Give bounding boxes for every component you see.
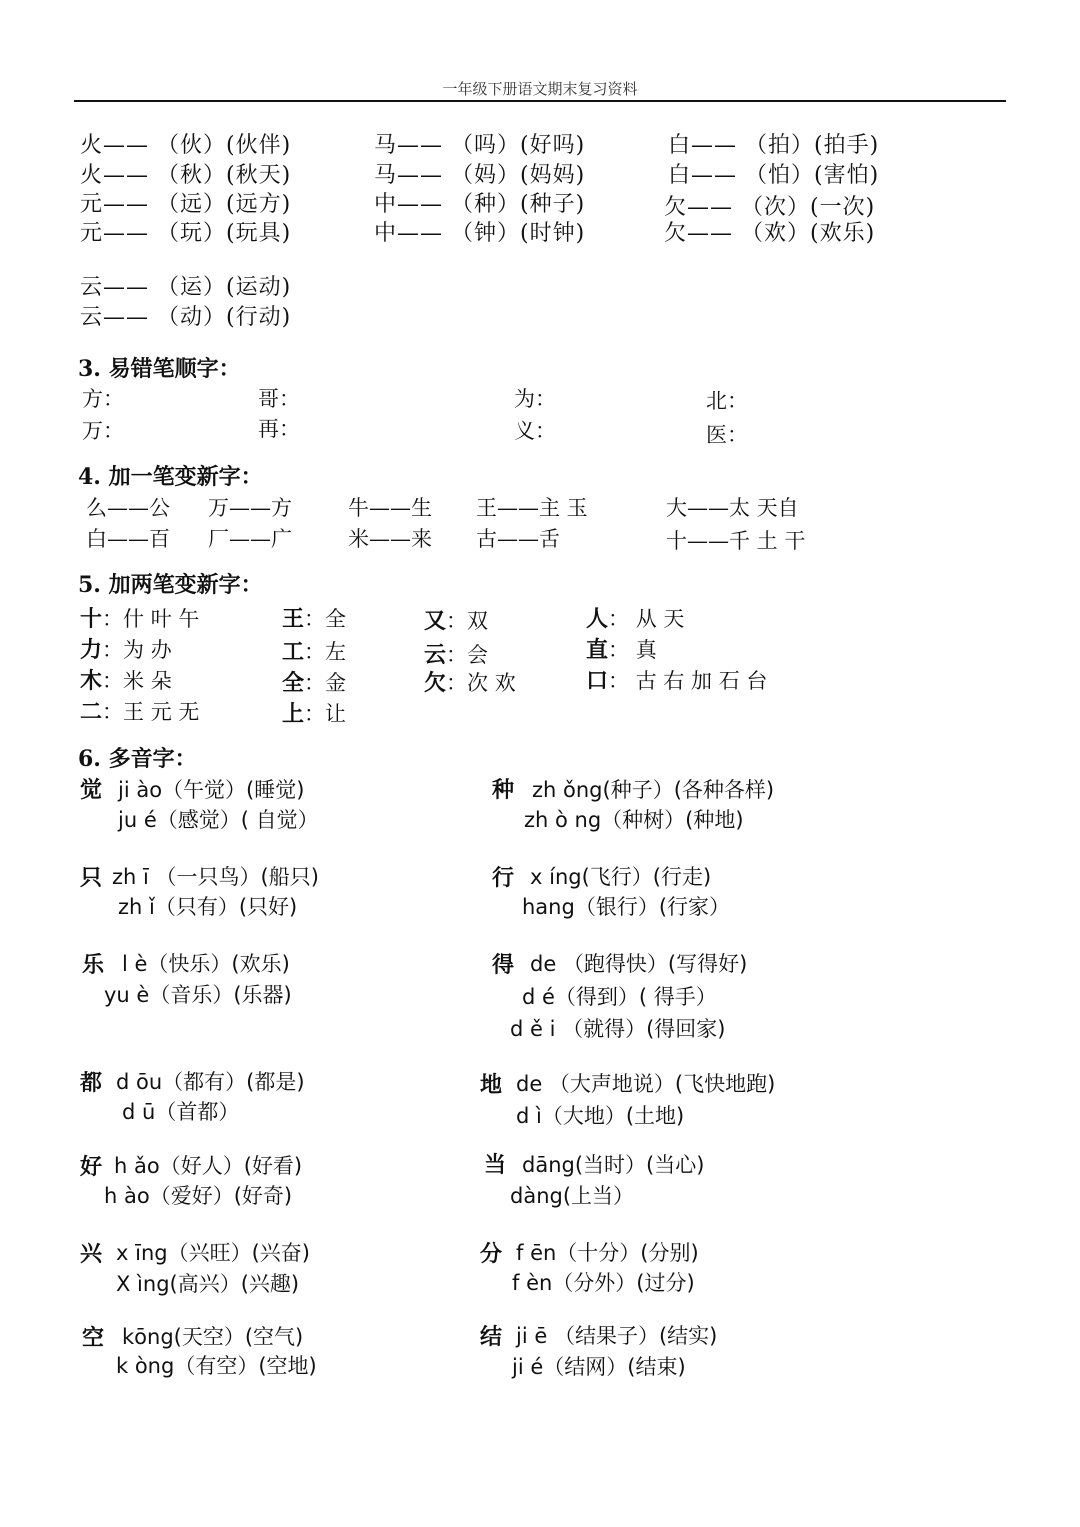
base-char: 二 — [80, 699, 103, 725]
add-two-strokes-item — [586, 664, 767, 695]
pair-item: 云—— （运）(运动) — [80, 275, 292, 300]
add-two-strokes-item — [80, 664, 172, 695]
new-chars: ：王 元 无 — [102, 700, 200, 724]
new-chars: ： 真 — [608, 638, 657, 662]
add-two-strokes-item — [424, 638, 488, 669]
pronunciation-line: d ě i （就得）(得回家) — [510, 1017, 726, 1041]
polyphonic-char: 种 — [492, 777, 515, 803]
base-char: 欠 — [424, 670, 447, 696]
pronunciation-line: ji é（结网）(结束) — [512, 1355, 686, 1379]
polyphonic-char: 分 — [480, 1241, 503, 1267]
pronunciation-line: f ēn（十分）(分别) — [516, 1241, 699, 1265]
pair-item: 火—— （秋）(秋天) — [80, 163, 292, 188]
new-chars: ：什 叶 午 — [102, 607, 200, 631]
add-one-stroke-item: 十——千 土 干 — [666, 529, 806, 553]
add-two-strokes-item — [586, 602, 684, 633]
pair-item: 欠—— （欢）(欢乐) — [664, 221, 876, 246]
base-char: 十 — [80, 606, 103, 632]
section-heading-add-one-stroke: 4. 加一笔变新字： — [78, 464, 263, 490]
base-char: 力 — [80, 637, 103, 663]
pronunciation-line: ju é（感觉）( 自觉） — [118, 808, 319, 832]
add-two-strokes-item — [282, 697, 346, 728]
add-two-strokes-item — [282, 635, 346, 666]
add-one-stroke-item: 古——舌 — [476, 527, 560, 551]
add-two-strokes-item — [424, 666, 516, 697]
polyphonic-char: 只 — [80, 865, 103, 891]
new-chars: ：为 办 — [102, 638, 172, 662]
section-heading-polyphonic: 6. 多音字： — [78, 746, 197, 772]
polyphonic-char: 行 — [492, 865, 515, 891]
stroke-order-item: 万： — [82, 419, 124, 443]
new-chars: ： 从 天 — [608, 607, 685, 631]
pronunciation-line: kōng(天空）(空气) — [122, 1325, 304, 1349]
stroke-order-item: 义： — [514, 419, 556, 443]
pronunciation-line: yu è（音乐）(乐器) — [104, 983, 292, 1007]
pronunciation-line: d ì（大地）(土地) — [516, 1104, 685, 1128]
pronunciation-line: zh ò ng（种树）(种地) — [524, 808, 744, 832]
pronunciation-line: d ū（首都） — [122, 1100, 240, 1124]
pronunciation-line: f èn（分外）(过分) — [512, 1271, 695, 1295]
pronunciation-line: x īng（兴旺）(兴奋) — [116, 1241, 310, 1265]
stroke-order-item: 为： — [514, 387, 556, 411]
pronunciation-line: h ǎo（好人）(好看) — [114, 1154, 303, 1178]
polyphonic-char: 都 — [80, 1070, 103, 1096]
add-one-stroke-item: 么——公 — [86, 496, 170, 520]
polyphonic-char: 觉 — [80, 777, 103, 803]
add-two-strokes-item — [80, 695, 199, 726]
add-two-strokes-item — [282, 602, 346, 633]
add-one-stroke-item: 牛——生 — [348, 496, 432, 520]
pronunciation-line: dàng(上当） — [510, 1184, 635, 1208]
pair-item: 马—— （吗）(好吗) — [374, 133, 586, 158]
new-chars: ：米 朵 — [102, 669, 172, 693]
add-one-stroke-item: 王——主 玉 — [476, 496, 588, 520]
base-char: 口 — [586, 668, 609, 694]
pronunciation-line: ji ē （结果子）(结实) — [516, 1324, 718, 1348]
pair-item: 马—— （妈）(妈妈) — [374, 163, 586, 188]
pronunciation-line: ji ào（午觉）(睡觉) — [118, 778, 305, 802]
new-chars: ：次 欢 — [446, 671, 516, 695]
pair-item: 云—— （动）(行动) — [80, 305, 292, 330]
new-chars: ：全 — [304, 607, 347, 631]
stroke-order-item: 医： — [706, 423, 748, 447]
pair-item: 白—— （拍）(拍手) — [668, 133, 880, 158]
base-char: 人 — [586, 606, 609, 632]
base-char: 全 — [282, 670, 305, 696]
base-char: 又 — [424, 608, 447, 634]
add-one-stroke-item: 白——百 — [86, 527, 170, 551]
base-char: 云 — [424, 642, 447, 668]
add-two-strokes-item — [80, 633, 172, 664]
pair-item: 中—— （种）(种子) — [374, 192, 586, 217]
base-char: 木 — [80, 668, 103, 694]
new-chars: ：会 — [446, 643, 489, 667]
add-two-strokes-item — [282, 666, 346, 697]
polyphonic-char: 乐 — [82, 952, 105, 978]
pronunciation-line: dāng(当时）(当心) — [522, 1153, 705, 1177]
pronunciation-line: X ìng(高兴）(兴趣) — [116, 1272, 300, 1296]
pronunciation-line: d é（得到）( 得手） — [522, 985, 717, 1009]
stroke-order-item: 方： — [82, 387, 124, 411]
pair-item: 欠—— （次）(一次) — [664, 195, 876, 220]
polyphonic-char: 当 — [484, 1152, 507, 1178]
polyphonic-char: 空 — [82, 1325, 105, 1351]
add-one-stroke-item: 万——方 — [208, 496, 292, 520]
pair-item: 中—— （钟）(时钟) — [374, 221, 586, 246]
stroke-order-item: 哥： — [258, 387, 300, 411]
add-one-stroke-item: 大——太 天自 — [666, 496, 799, 520]
pronunciation-line: l è（快乐）(欢乐) — [122, 952, 290, 976]
pronunciation-line: k òng（有空）(空地) — [116, 1354, 317, 1378]
base-char: 直 — [586, 637, 609, 663]
pronunciation-line: zh ī （一只鸟）(船只) — [112, 865, 319, 889]
base-char: 工 — [282, 639, 305, 665]
polyphonic-char: 结 — [480, 1324, 503, 1350]
add-two-strokes-item — [80, 602, 199, 633]
pair-item: 火—— （伙）(伙伴) — [80, 133, 292, 158]
pair-item: 元—— （远）(远方) — [80, 192, 292, 217]
add-one-stroke-item: 米——来 — [348, 527, 432, 551]
base-char: 上 — [282, 701, 305, 727]
polyphonic-char: 兴 — [80, 1241, 103, 1267]
new-chars: ：左 — [304, 640, 347, 664]
new-chars: ：金 — [304, 671, 347, 695]
polyphonic-char: 得 — [492, 952, 515, 978]
pronunciation-line: hang（银行）(行家） — [522, 895, 731, 919]
pair-item: 白—— （怕）(害怕) — [668, 163, 880, 188]
section-heading-stroke-order: 3. 易错笔顺字： — [78, 356, 241, 382]
pronunciation-line: zh ǐ（只有）(只好) — [118, 895, 298, 919]
pronunciation-line: de （大声地说）(飞快地跑) — [516, 1072, 776, 1096]
pronunciation-line: x íng(飞行）(行走) — [530, 865, 712, 889]
pronunciation-line: zh ǒng(种子）(各种各样) — [532, 778, 775, 802]
add-two-strokes-item — [586, 633, 657, 664]
page-header-title: 一年级下册语文期末复习资料 — [442, 80, 638, 98]
polyphonic-char: 好 — [80, 1154, 103, 1180]
pronunciation-line: de （跑得快）(写得好) — [530, 952, 748, 976]
polyphonic-char: 地 — [480, 1072, 503, 1098]
stroke-order-item: 北： — [706, 389, 748, 413]
add-two-strokes-item — [424, 604, 488, 635]
section-heading-add-two-strokes: 5. 加两笔变新字： — [78, 572, 263, 598]
pair-item: 元—— （玩）(玩具) — [80, 221, 292, 246]
stroke-order-item: 再： — [258, 417, 300, 441]
new-chars: ： 古 右 加 石 台 — [608, 669, 768, 693]
header-divider — [74, 100, 1006, 102]
base-char: 王 — [282, 606, 305, 632]
new-chars: ：双 — [446, 609, 489, 633]
pronunciation-line: d ōu（都有）(都是) — [116, 1070, 305, 1094]
add-one-stroke-item: 厂——广 — [208, 527, 292, 551]
pronunciation-line: h ào（爱好）(好奇) — [104, 1184, 293, 1208]
new-chars: ：让 — [304, 702, 347, 726]
